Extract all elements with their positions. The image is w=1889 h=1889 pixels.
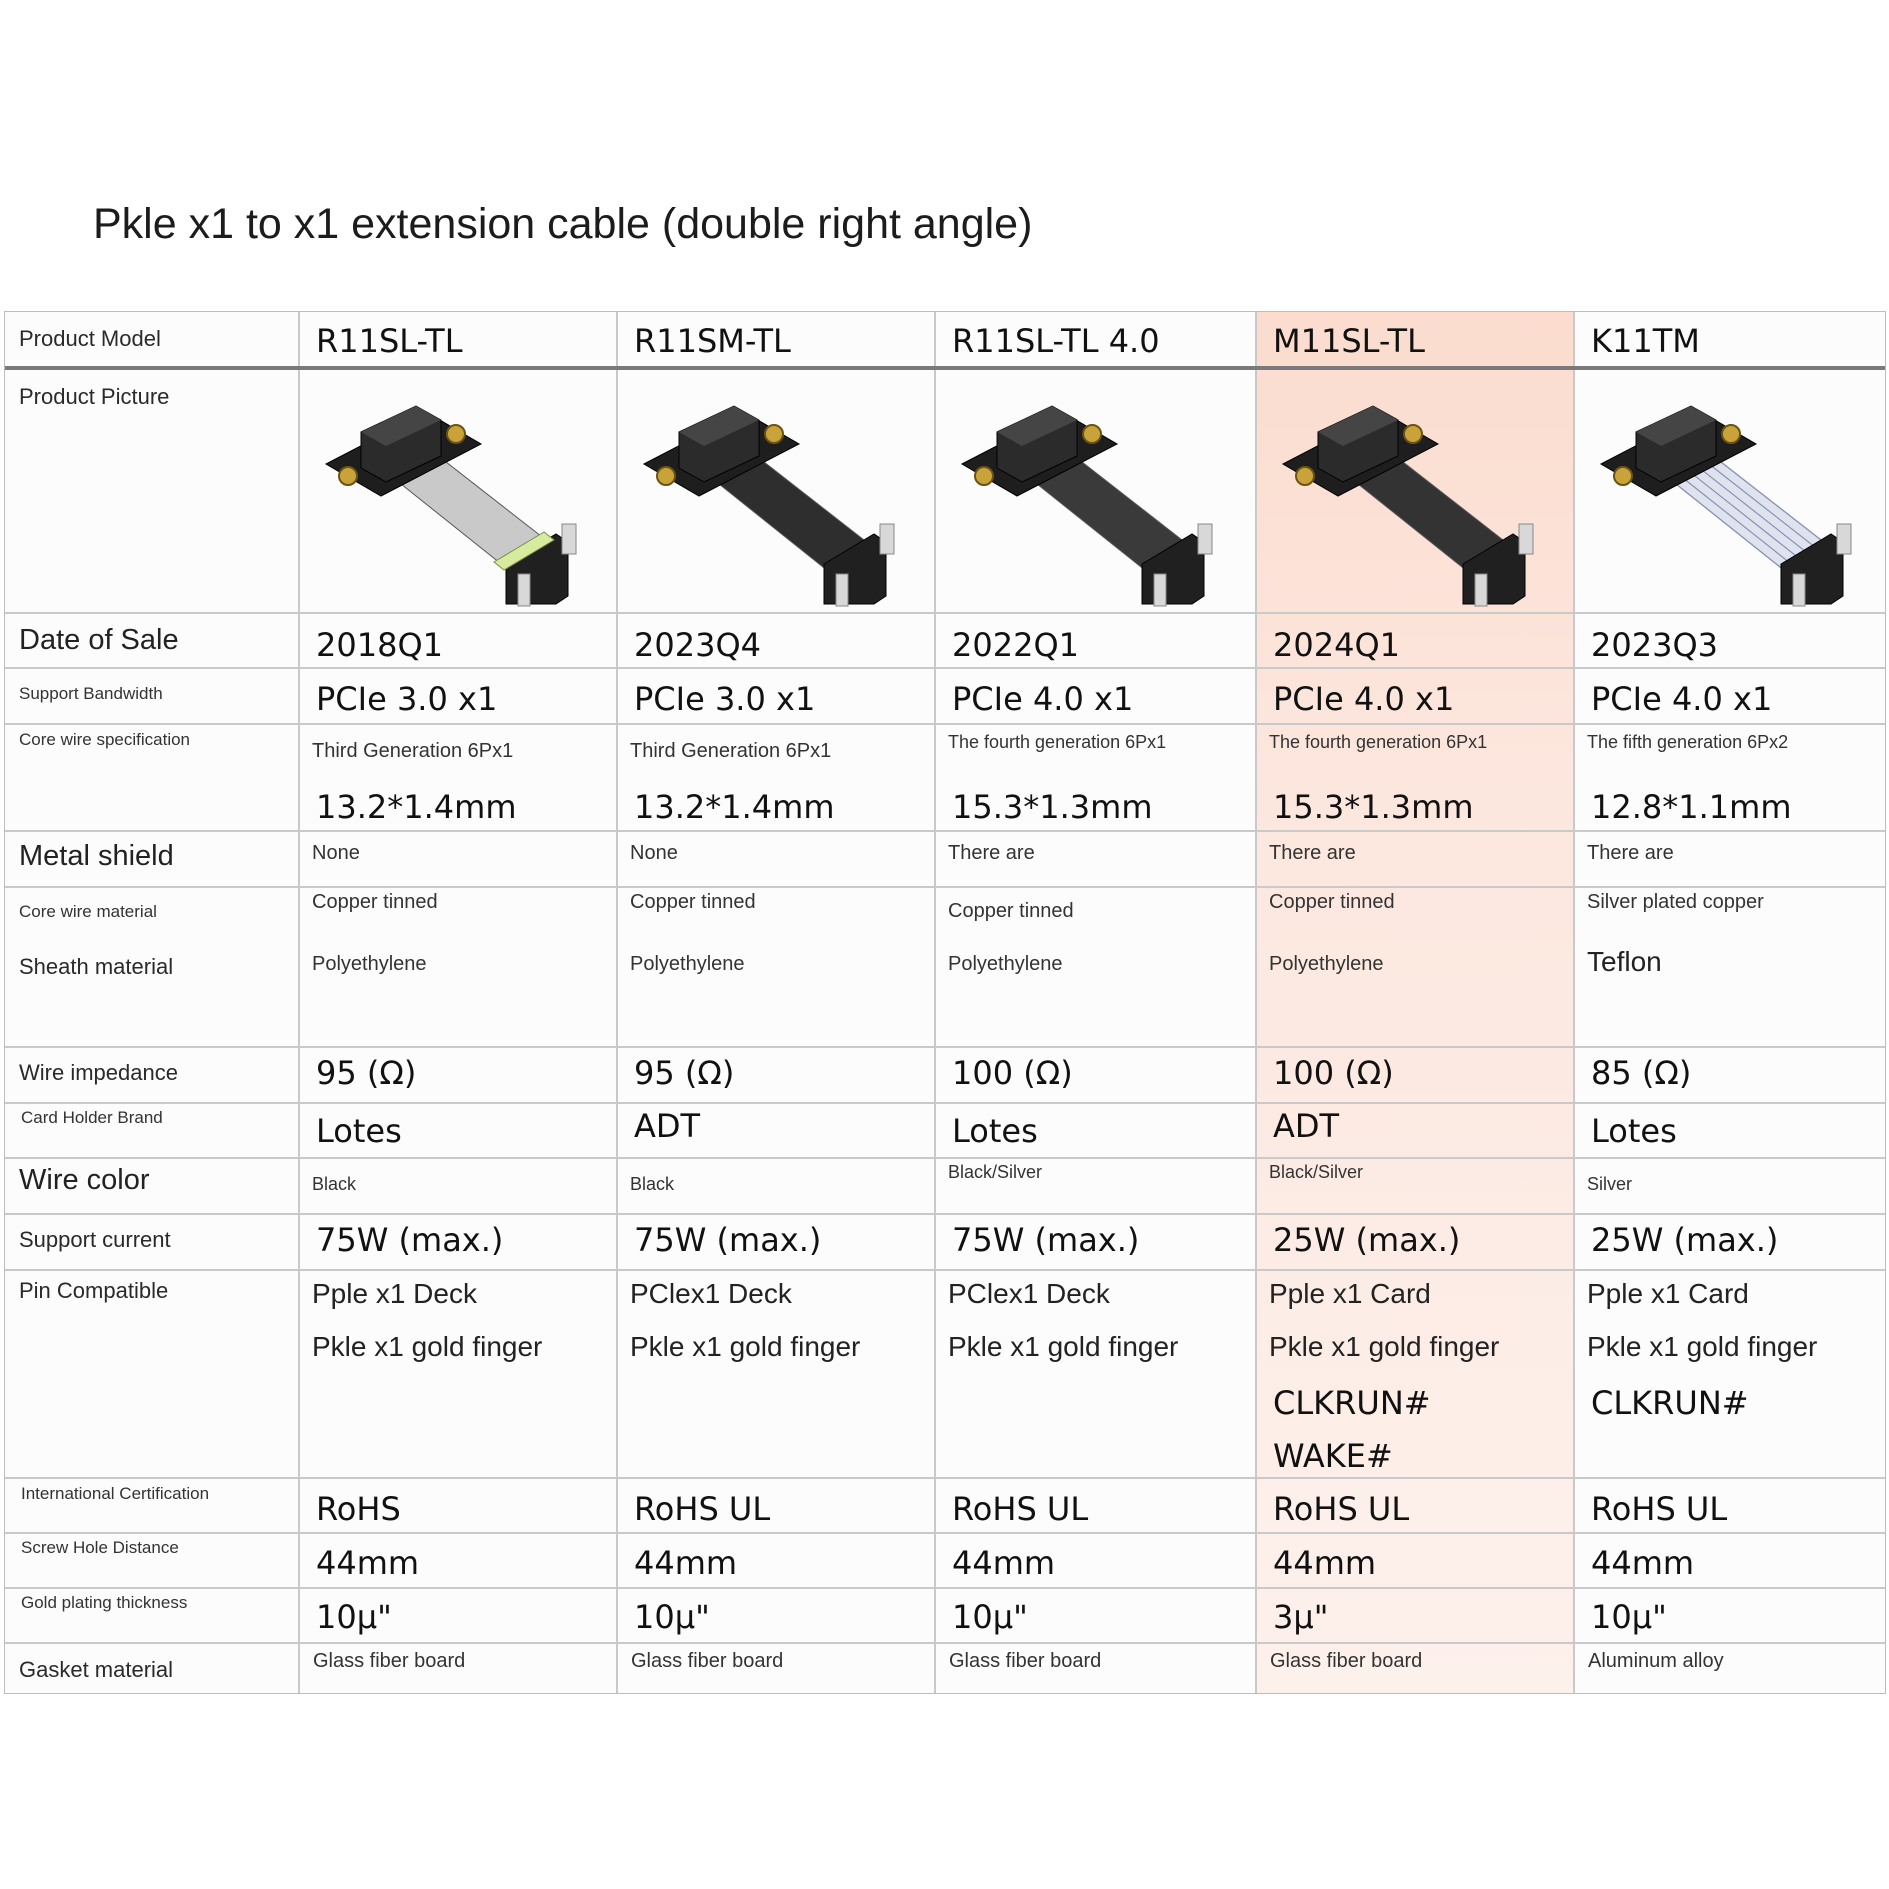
- core-material-4: Copper tinned: [1269, 891, 1395, 913]
- current-1: 75W (max.): [316, 1221, 504, 1259]
- column-divider: [1573, 312, 1575, 1693]
- bracket-tab: [518, 574, 530, 606]
- date-of-sale-label: Date of Sale: [19, 624, 179, 656]
- gold-plating-1: 10μ": [316, 1598, 392, 1636]
- brand-2: ADT: [634, 1107, 701, 1145]
- page-title: Pkle x1 to x1 extension cable (double right angle): [93, 200, 1033, 248]
- bracket-tab: [1793, 574, 1805, 606]
- sheath-3: Polyethylene: [948, 953, 1063, 975]
- wire-color-2: Black: [630, 1174, 675, 1194]
- product-picture-4: [1263, 374, 1563, 610]
- bracket-tab: [1475, 574, 1487, 606]
- gasket-material-label: Gasket material: [19, 1657, 174, 1682]
- core-material-1: Copper tinned: [312, 891, 438, 913]
- comparison-table: [4, 311, 1886, 1694]
- screw-hole: [1404, 425, 1422, 443]
- screw-hole: [1614, 467, 1632, 485]
- spec-size-3: 15.3*1.3mm: [952, 788, 1153, 826]
- bracket-tab: [1154, 574, 1166, 606]
- spec-gen-5: The fifth generation 6Px2: [1587, 732, 1789, 752]
- row-divider: [5, 612, 1885, 614]
- core-wire-material-label: Core wire material: [19, 902, 157, 921]
- wire-color-5: Silver: [1587, 1174, 1633, 1194]
- spec-size-5: 12.8*1.1mm: [1591, 788, 1792, 826]
- gasket-5: Aluminum alloy: [1588, 1650, 1724, 1672]
- pin-compatible-5-1: Pple x1 Card: [1587, 1278, 1749, 1309]
- cert-2: RoHS UL: [634, 1490, 771, 1528]
- row-divider: [5, 1213, 1885, 1215]
- spec-gen-3: The fourth generation 6Px1: [948, 732, 1167, 752]
- support-current-label: Support current: [19, 1227, 171, 1252]
- screw-hole: [1083, 425, 1101, 443]
- core-material-5: Silver plated copper: [1587, 891, 1764, 913]
- current-3: 75W (max.): [952, 1221, 1140, 1259]
- row-divider: [5, 830, 1885, 832]
- metal-shield-3: There are: [948, 842, 1035, 864]
- bracket-tab: [1519, 524, 1533, 554]
- spec-size-2: 13.2*1.4mm: [634, 788, 835, 826]
- impedance-3: 100 (Ω): [952, 1054, 1073, 1092]
- column-divider: [616, 312, 618, 1693]
- screw-hole-1: 44mm: [316, 1544, 420, 1582]
- brand-1: Lotes: [316, 1112, 402, 1150]
- spec-gen-1: Third Generation 6Px1: [312, 740, 514, 762]
- pin-compatible-4-3: CLKRUN#: [1273, 1384, 1431, 1422]
- product-model-5: K11TM: [1591, 322, 1700, 360]
- pin-compatible-1-1: Pple x1 Deck: [312, 1278, 477, 1309]
- screw-hole-2: 44mm: [634, 1544, 738, 1582]
- bracket-tab: [1837, 524, 1851, 554]
- sheath-5: Teflon: [1587, 946, 1662, 977]
- bandwidth-5: PCIe 4.0 x1: [1591, 680, 1773, 718]
- pin-compatible-5-3: CLKRUN#: [1591, 1384, 1749, 1422]
- pin-compatible-4-2: Pkle x1 gold finger: [1269, 1331, 1500, 1362]
- spec-gen-2: Third Generation 6Px1: [630, 740, 832, 762]
- pin-compatible-1-2: Pkle x1 gold finger: [312, 1331, 543, 1362]
- screw-hole-4: 44mm: [1273, 1544, 1377, 1582]
- pin-compatible-2-2: Pkle x1 gold finger: [630, 1331, 861, 1362]
- pin-compatible-3-1: PClex1 Deck: [948, 1278, 1110, 1309]
- date-of-sale-5: 2023Q3: [1591, 626, 1718, 664]
- bandwidth-2: PCIe 3.0 x1: [634, 680, 816, 718]
- bandwidth-3: PCIe 4.0 x1: [952, 680, 1134, 718]
- screw-hole-5: 44mm: [1591, 1544, 1695, 1582]
- column-divider: [1255, 312, 1257, 1693]
- product-model-4: M11SL-TL: [1273, 322, 1425, 360]
- impedance-1: 95 (Ω): [316, 1054, 417, 1092]
- cert-3: RoHS UL: [952, 1490, 1089, 1528]
- product-model-label: Product Model: [19, 326, 161, 351]
- current-2: 75W (max.): [634, 1221, 822, 1259]
- card-holder-brand-label: Card Holder Brand: [21, 1108, 163, 1127]
- core-material-3: Copper tinned: [948, 900, 1074, 922]
- gold-plating-3: 10μ": [952, 1598, 1028, 1636]
- row-divider: [5, 667, 1885, 669]
- spec-size-4: 15.3*1.3mm: [1273, 788, 1474, 826]
- metal-shield-2: None: [630, 842, 678, 864]
- row-divider: [5, 1477, 1885, 1479]
- gold-plating-label: Gold plating thickness: [21, 1593, 188, 1612]
- row-divider: [5, 723, 1885, 725]
- cert-5: RoHS UL: [1591, 1490, 1728, 1528]
- current-5: 25W (max.): [1591, 1221, 1779, 1259]
- sheath-1: Polyethylene: [312, 953, 427, 975]
- wire-color-4: Black/Silver: [1269, 1162, 1364, 1182]
- gasket-4: Glass fiber board: [1270, 1650, 1423, 1672]
- pin-compatible-2-1: PClex1 Deck: [630, 1278, 792, 1309]
- screw-hole: [1722, 425, 1740, 443]
- impedance-5: 85 (Ω): [1591, 1054, 1692, 1092]
- screw-hole: [975, 467, 993, 485]
- date-of-sale-3: 2022Q1: [952, 626, 1079, 664]
- impedance-4: 100 (Ω): [1273, 1054, 1394, 1092]
- sheath-4: Polyethylene: [1269, 953, 1384, 975]
- row-divider: [5, 886, 1885, 888]
- cert-1: RoHS: [316, 1490, 401, 1528]
- cert-4: RoHS UL: [1273, 1490, 1410, 1528]
- product-model-2: R11SM-TL: [634, 322, 791, 360]
- column-divider: [934, 312, 936, 1693]
- sheath-2: Polyethylene: [630, 953, 745, 975]
- screw-hole-3: 44mm: [952, 1544, 1056, 1582]
- bracket-tab: [1198, 524, 1212, 554]
- screw-hole-label: Screw Hole Distance: [21, 1538, 179, 1557]
- gasket-1: Glass fiber board: [313, 1650, 466, 1672]
- product-picture-3: [942, 374, 1242, 610]
- wire-color-1: Black: [312, 1174, 357, 1194]
- wire-impedance-label: Wire impedance: [19, 1060, 178, 1085]
- row-divider: [5, 1102, 1885, 1104]
- pin-compatible-label: Pin Compatible: [19, 1278, 169, 1303]
- gasket-3: Glass fiber board: [949, 1650, 1102, 1672]
- sheath-material-label: Sheath material: [19, 954, 174, 979]
- current-4: 25W (max.): [1273, 1221, 1461, 1259]
- row-divider: [5, 1046, 1885, 1048]
- brand-4: ADT: [1273, 1107, 1340, 1145]
- date-of-sale-2: 2023Q4: [634, 626, 761, 664]
- product-model-3: R11SL-TL 4.0: [952, 322, 1160, 360]
- screw-hole: [765, 425, 783, 443]
- row-divider: [5, 366, 1885, 370]
- brand-3: Lotes: [952, 1112, 1038, 1150]
- screw-hole: [1296, 467, 1314, 485]
- product-picture-5: [1581, 374, 1881, 610]
- gasket-2: Glass fiber board: [631, 1650, 784, 1672]
- wire-color-3: Black/Silver: [948, 1162, 1043, 1182]
- wire-color-label: Wire color: [19, 1164, 150, 1196]
- pin-compatible-5-2: Pkle x1 gold finger: [1587, 1331, 1818, 1362]
- row-divider: [5, 1587, 1885, 1589]
- metal-shield-5: There are: [1587, 842, 1674, 864]
- gold-plating-2: 10μ": [634, 1598, 710, 1636]
- intl-cert-label: International Certification: [21, 1484, 210, 1503]
- bandwidth-1: PCIe 3.0 x1: [316, 680, 498, 718]
- row-divider: [5, 1642, 1885, 1644]
- screw-hole: [447, 425, 465, 443]
- product-picture-1: [306, 374, 606, 610]
- pin-compatible-4-4: WAKE#: [1273, 1437, 1393, 1475]
- row-divider: [5, 1269, 1885, 1271]
- pin-compatible-4-1: Pple x1 Card: [1269, 1278, 1431, 1309]
- core-wire-spec-label: Core wire specification: [19, 730, 191, 749]
- bracket-tab: [880, 524, 894, 554]
- spec-gen-4: The fourth generation 6Px1: [1269, 732, 1488, 752]
- gold-plating-5: 10μ": [1591, 1598, 1667, 1636]
- date-of-sale-4: 2024Q1: [1273, 626, 1400, 664]
- metal-shield-1: None: [312, 842, 360, 864]
- pin-compatible-3-2: Pkle x1 gold finger: [948, 1331, 1179, 1362]
- bracket-tab: [562, 524, 576, 554]
- metal-shield-label: Metal shield: [19, 840, 174, 872]
- support-bandwidth-label: Support Bandwidth: [19, 684, 163, 703]
- spec-size-1: 13.2*1.4mm: [316, 788, 517, 826]
- row-divider: [5, 1532, 1885, 1534]
- metal-shield-4: There are: [1269, 842, 1356, 864]
- bracket-tab: [836, 574, 848, 606]
- column-divider: [298, 312, 300, 1693]
- gold-plating-4: 3μ": [1273, 1598, 1329, 1636]
- brand-5: Lotes: [1591, 1112, 1677, 1150]
- product-picture-2: [624, 374, 924, 610]
- product-model-1: R11SL-TL: [316, 322, 463, 360]
- screw-hole: [339, 467, 357, 485]
- core-material-2: Copper tinned: [630, 891, 756, 913]
- screw-hole: [657, 467, 675, 485]
- date-of-sale-1: 2018Q1: [316, 626, 443, 664]
- row-divider: [5, 1157, 1885, 1159]
- impedance-2: 95 (Ω): [634, 1054, 735, 1092]
- product-picture-label: Product Picture: [19, 384, 170, 409]
- bandwidth-4: PCIe 4.0 x1: [1273, 680, 1455, 718]
